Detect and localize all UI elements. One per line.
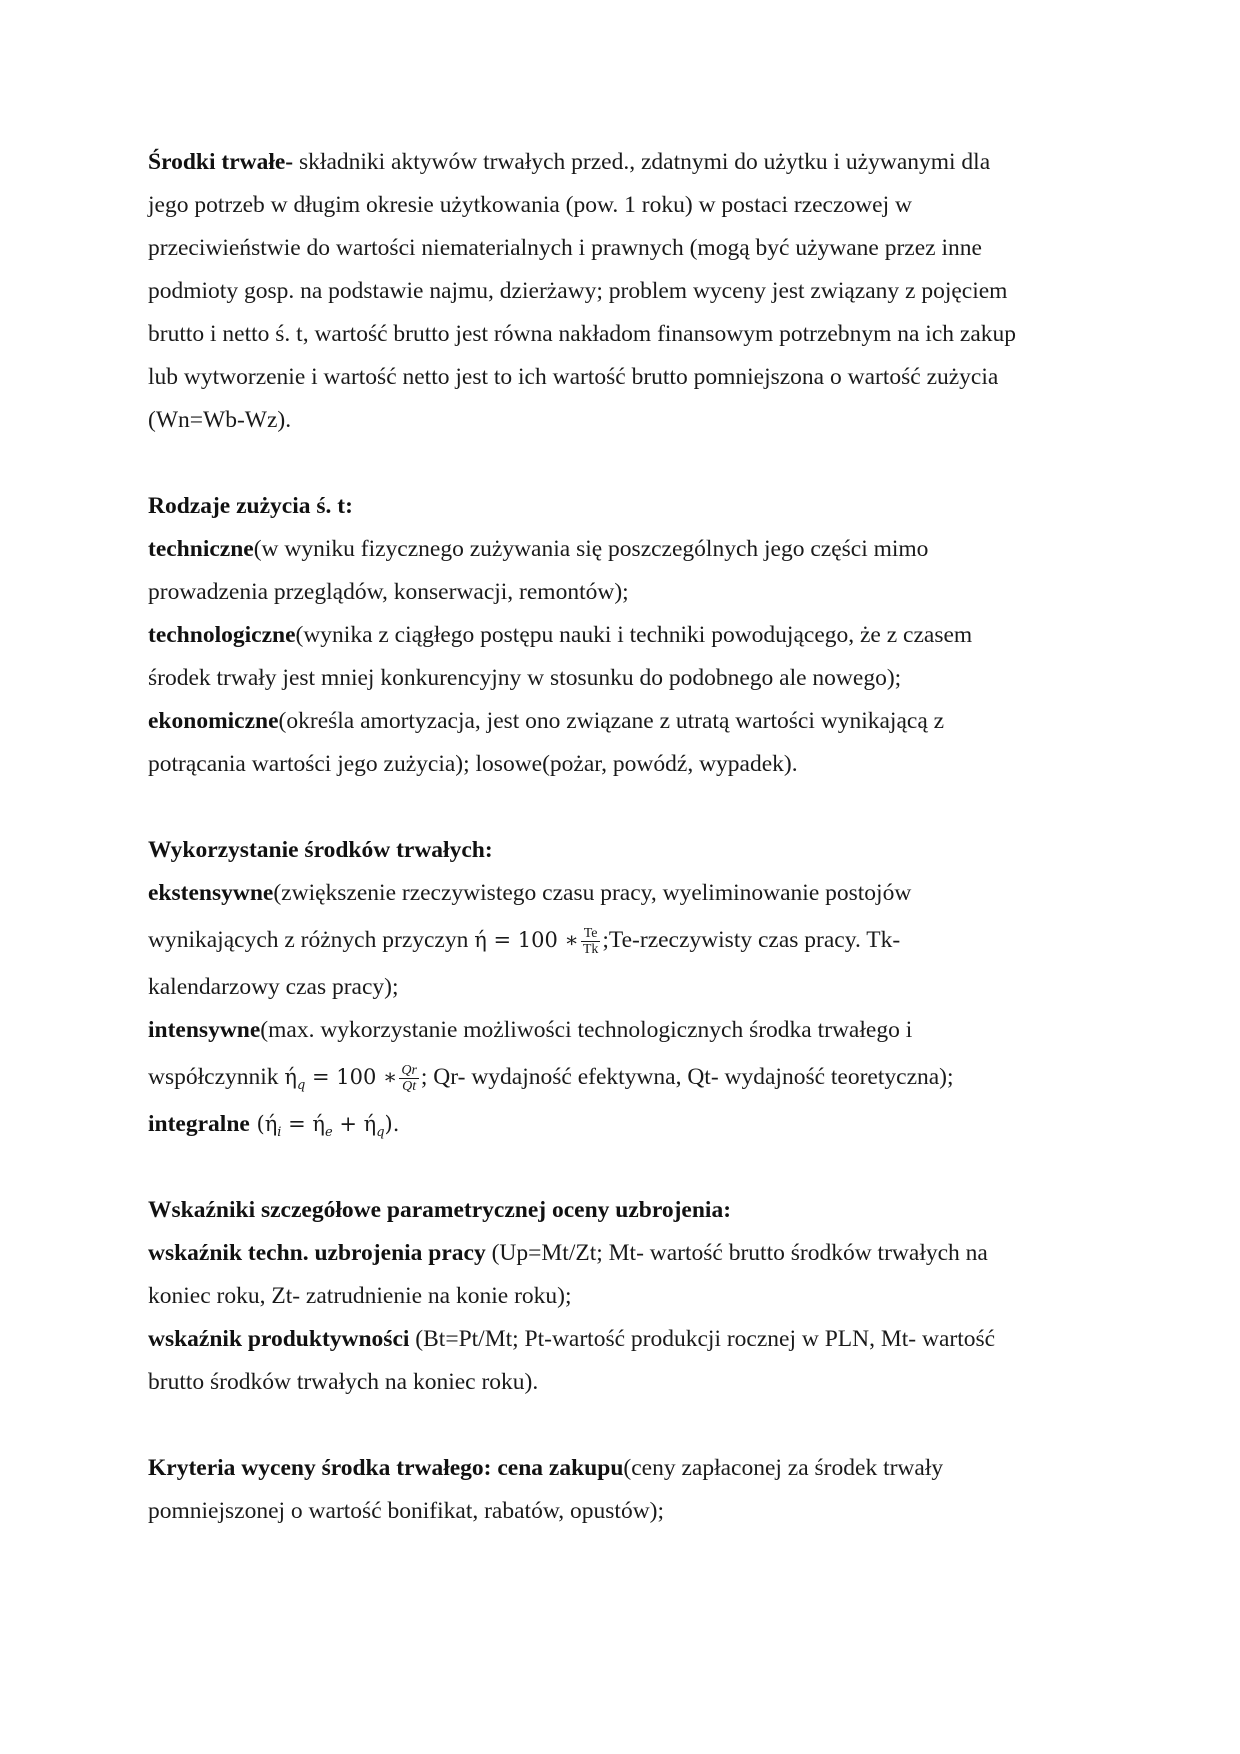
term-srodki-trwale: Środki trwałe-: [148, 149, 294, 175]
formula-integral: [249, 1112, 400, 1141]
formula-part: (ή: [249, 1112, 278, 1136]
paragraph-line: pomniejszonej o wartość bonifikat, rabatów, opustów);: [148, 1498, 665, 1524]
paragraph-text: (max. wykorzystanie możliwości technologicznych środka trwałego i: [260, 1017, 913, 1043]
term-uzbrojenia-pracy: wskaźnik techn. uzbrojenia pracy: [148, 1240, 486, 1266]
formula-part: ).: [384, 1112, 400, 1136]
paragraph-line: [148, 915, 1088, 966]
paragraph-text: (Bt=Pt/Mt; Pt-wartość produkcji rocznej w PLN, Mt- wartość: [409, 1326, 996, 1352]
term-technologiczne: technologiczne: [148, 622, 296, 648]
paragraph-line: [148, 700, 1088, 743]
paragraph-text: (w wyniku fizycznego zużywania się poszczególnych jego części mimo: [253, 536, 929, 562]
paragraph-line: prowadzenia przeglądów, konserwacji, remontów);: [148, 579, 629, 605]
section-heading: [148, 1189, 1088, 1232]
paragraph-text: (Up=Mt/Zt; Mt- wartość brutto środków trwałych na: [485, 1240, 988, 1266]
fraction-denominator: Tk: [582, 942, 599, 958]
term-produktywnosci: wskaźnik produktywności: [148, 1326, 410, 1352]
paragraph-text: (wynika z ciągłego postępu nauki i techniki powodującego, że z czasem: [295, 622, 973, 648]
section-heading: [148, 485, 1088, 528]
paragraph-gap: [148, 1146, 1088, 1189]
paragraph-line: [148, 1447, 1088, 1490]
paragraph-line: brutto i netto ś. t, wartość brutto jest równa nakładom finansowym potrzebnym na ich zakup: [148, 321, 1016, 347]
paragraph-text: wynikających z różnych przyczyn: [148, 927, 475, 953]
paragraph-line: brutto środków trwałych na koniec roku).: [148, 1369, 539, 1395]
document-body: [148, 141, 1088, 1533]
section-heading: [148, 829, 1088, 872]
paragraph-gap: [148, 442, 1088, 485]
paragraph-text: (zwiększenie rzeczywistego czasu pracy, wyeliminowanie postojów: [273, 880, 912, 906]
term-ekstensywne: ekstensywne: [148, 880, 274, 906]
paragraph-line: [148, 614, 1088, 657]
term-kryteria-wyceny: Kryteria wyceny środka trwałego: cena zakupu: [148, 1455, 624, 1481]
paragraph-line: lub wytworzenie i wartość netto jest to ich wartość brutto pomniejszona o wartość zużycia: [148, 364, 999, 390]
formula-symbol: ή: [284, 1065, 298, 1089]
fraction-denominator: Qt: [402, 1079, 417, 1095]
paragraph-line: przeciwieństwie do wartości niematerialnych i prawnych (mogą być używane przez inne: [148, 235, 982, 261]
paragraph-line: [148, 1318, 1088, 1361]
paragraph-line: (Wn=Wb-Wz).: [148, 407, 292, 433]
paragraph-line: jego potrzeb w długim okresie użytkowania (pow. 1 roku) w postaci rzeczowej w: [148, 192, 912, 218]
paragraph-text: ; Qr- wydajność efektywna, Qt- wydajność teoretyczna);: [420, 1064, 954, 1090]
formula-subscript: i: [277, 1125, 282, 1141]
paragraph-line: kalendarzowy czas pracy);: [148, 974, 399, 1000]
paragraph-gap: [148, 786, 1088, 829]
paragraph-text: ;Te-rzeczywisty czas pracy. Tk-: [602, 927, 901, 953]
paragraph-line: potrącania wartości jego zużycia); losowe(pożar, powódź, wypadek).: [148, 751, 798, 777]
fraction-qr-qt: [399, 1063, 419, 1094]
paragraph-line: koniec roku, Zt- zatrudnienie na konie roku);: [148, 1283, 572, 1309]
paragraph-line: [148, 872, 1088, 915]
term-intensywne: intensywne: [148, 1017, 261, 1043]
formula-extensive: ή = 100 ∗: [474, 928, 579, 952]
paragraph-line: [148, 1103, 1088, 1146]
paragraph-line: środek trwały jest mniej konkurencyjny w stosunku do podobnego ale nowego);: [148, 665, 902, 691]
formula-subscript: e: [324, 1125, 333, 1141]
fraction-numerator: Qr: [401, 1063, 417, 1079]
paragraph-line: [148, 1232, 1088, 1275]
formula-part: = ή: [281, 1112, 325, 1136]
paragraph-line: [148, 1009, 1088, 1052]
term-ekonomiczne: ekonomiczne: [148, 708, 279, 734]
heading-wykorzystanie: Wykorzystanie środków trwałych:: [148, 837, 493, 863]
formula-subscript: q: [376, 1125, 385, 1141]
fraction-te-tk: [581, 926, 601, 957]
heading-rodzaje-zuzycia: Rodzaje zużycia ś. t:: [148, 493, 353, 519]
heading-wskazniki: Wskaźniki szczegółowe parametrycznej oceny uzbrojenia:: [148, 1197, 732, 1223]
paragraph-text: współczynnik: [148, 1064, 285, 1090]
paragraph-line: podmioty gosp. na podstawie najmu, dzierżawy; problem wyceny jest związany z pojęciem: [148, 278, 1008, 304]
paragraph-text: (ceny zapłaconej za środek trwały: [623, 1455, 944, 1481]
formula-part: + ή: [332, 1112, 377, 1136]
paragraph-text: (określa amortyzacja, jest ono związane z utratą wartości wynikającą z: [278, 708, 945, 734]
formula-subscript: q: [297, 1078, 306, 1094]
paragraph-line: [148, 528, 1088, 571]
paragraph-gap: [148, 1404, 1088, 1447]
fraction-numerator: Te: [581, 926, 601, 942]
term-integralne: integralne: [148, 1111, 250, 1137]
paragraph-text: składniki aktywów trwałych przed., zdatnymi do użytku i używanymi dla: [293, 149, 991, 175]
term-techniczne: techniczne: [148, 536, 254, 562]
formula-intensive: [284, 1065, 398, 1094]
paragraph-line: [148, 141, 1088, 184]
paragraph-line: [148, 1052, 1088, 1103]
formula-equals: = 100 ∗: [305, 1065, 398, 1089]
